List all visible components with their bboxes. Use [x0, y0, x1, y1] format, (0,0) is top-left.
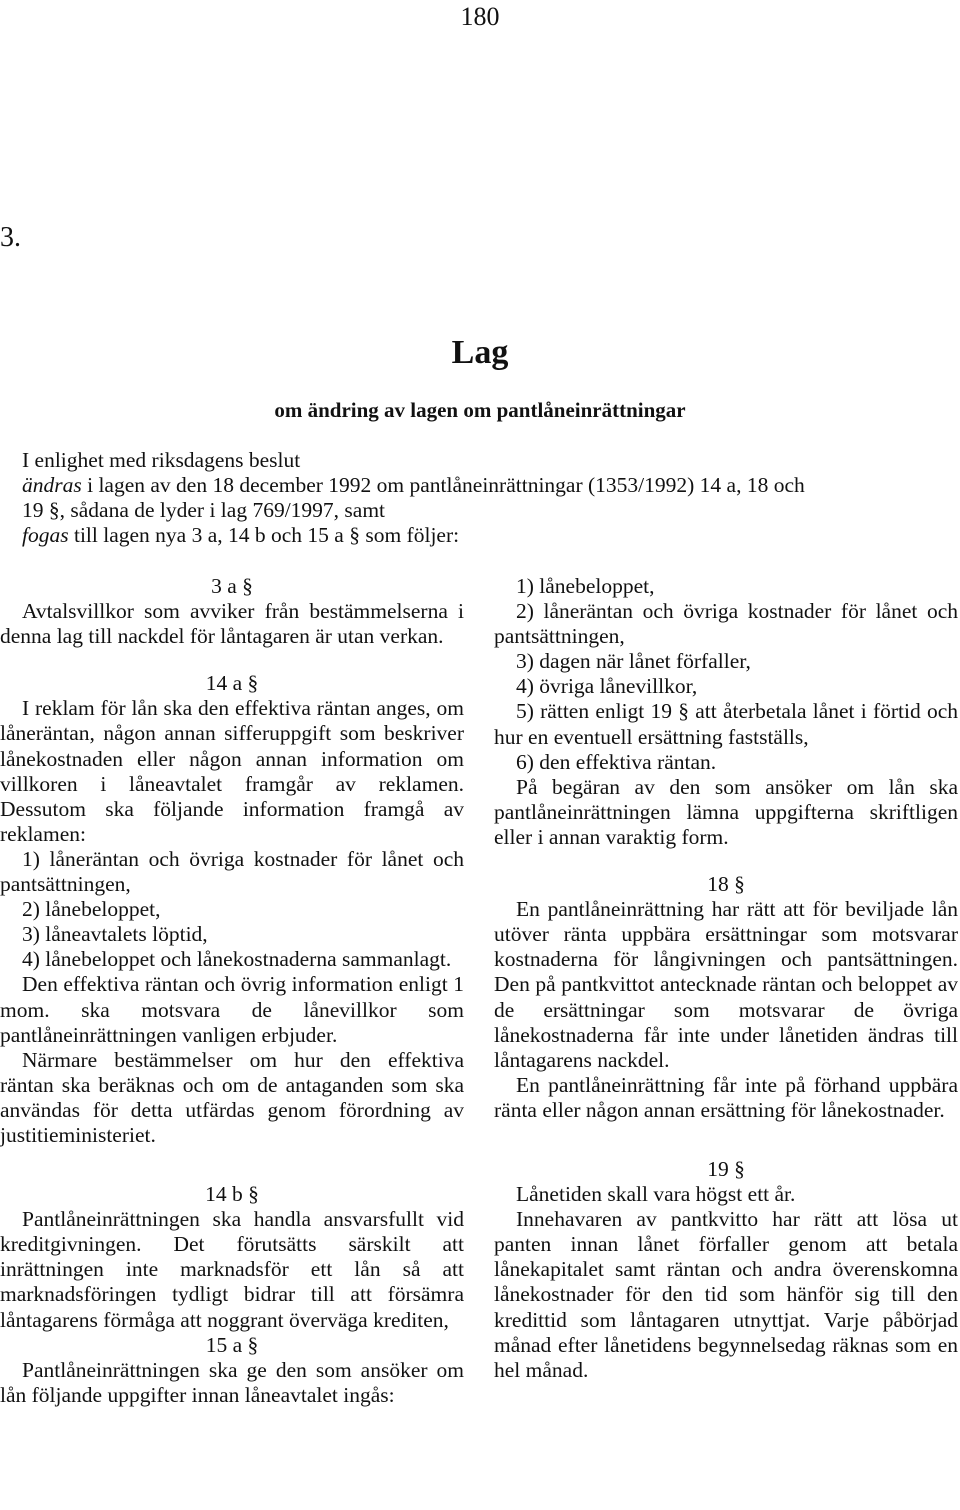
list-item: 2) låneräntan och övriga kostnader för lånet och pantsättningen, [494, 599, 958, 649]
preamble-line: 19 §, sådana de lyder i lag 769/1997, samt [22, 498, 386, 522]
list-item: 6) den effektiva räntan. [516, 749, 717, 774]
preamble [22, 448, 942, 548]
section-heading-19: 19 § [707, 1156, 745, 1181]
amend-word: ändras [22, 473, 82, 497]
list-item: 4) övriga lånevillkor, [516, 674, 698, 699]
section-14b-text: Pantlåneinrättningen ska handla ansvarsfullt vid kreditgivningen. Det förutsätts särskilt att inrättningen inte marknadsför ett lån så att marknadsföringen tydligt bidrar till att försämra låntagarens förmåga att noggrant överväga krediten, [0, 1207, 464, 1332]
section-18-paragraph: En pantlåneinrättning får inte på förhand uppbära ränta eller någon annan ersättning för lånekostnader. [494, 1072, 958, 1122]
preamble-text: i lagen av den 18 december 1992 om pantlåneinrättningar (1353/1992) 14 a, 18 och [81, 473, 805, 497]
document-title: Lag [451, 334, 509, 371]
preamble-text: till lagen nya 3 a, 14 b och 15 a § som följer: [68, 523, 460, 547]
document-subtitle: om ändring av lagen om pantlåneinrättningar [274, 398, 686, 422]
section-19-paragraph: Lånetiden skall vara högst ett år. [516, 1182, 796, 1207]
preamble-line [22, 523, 942, 548]
list-item: 5) rätten enligt 19 § att återbetala lånet i förtid och hur en eventuell ersättning fastställs, [494, 699, 958, 749]
section-heading-14b: 14 b § [205, 1182, 259, 1207]
list-item: 3) låneavtalets löptid, [22, 922, 208, 947]
left-column [0, 574, 464, 1408]
list-item: 3) dagen när lånet förfaller, [516, 649, 751, 674]
section-3a-text: Avtalsvillkor som avviker från bestämmelserna i denna lag till nackdel för låntagaren är utan verkan. [0, 599, 464, 649]
section-14a-paragraph: Den effektiva räntan och övrig information enligt 1 mom. ska motsvara de lånevillkor som pantlåneinrättningen vanligen erbjuder. [0, 972, 464, 1047]
add-word: fogas [22, 523, 69, 547]
page-number: 180 [460, 2, 500, 31]
preamble-line: I enlighet med riksdagens beslut [22, 448, 301, 472]
request-paragraph: På begäran av den som ansöker om lån ska pantlåneinrättningen lämna uppgifterna skriftligen eller i annan varaktig form. [494, 774, 958, 849]
list-item: 1) låneräntan och övriga kostnader för lånet och pantsättningen, [0, 846, 464, 897]
section-heading-18: 18 § [707, 872, 745, 897]
section-heading-15a: 15 a § [205, 1332, 259, 1357]
section-14a-paragraph: Närmare bestämmelser om hur den effektiva räntan ska beräknas och om de antaganden som ska användas för detta utfärdas genom förordning av justitieministeriet. [0, 1047, 464, 1147]
list-item: 2) lånebeloppet, [22, 897, 161, 922]
document-number: 3. [0, 222, 21, 253]
section-heading-14a: 14 a § [205, 671, 259, 696]
section-19-paragraph: Innehavaren av pantkvitto har rätt att lösa ut panten innan lånet förfaller genom att betala lånekapitalet samt räntan och andra överenskomna lånekostnader för den tid som hänför sig till den kredittid som låntagaren utnyttjat. Varje påbörjad månad efter lånetidens begynnelsedag räknas som en hel månad. [494, 1207, 958, 1382]
section-18-paragraph: En pantlåneinrättning har rätt att för beviljade lån utöver ränta uppbära ersättningar som motsvarar kostnaderna för långivningen och pantsättningen. Den på pantkvittot antecknade räntan och beloppet av de ersättningar som motsvarar de övriga lånekostnaderna får inte under lånetiden ändras till låntagarens nackdel. [494, 897, 958, 1072]
list-item: 1) lånebeloppet, [516, 574, 655, 598]
preamble-line [22, 473, 942, 498]
section-15a-text: Pantlåneinrättningen ska ge den som ansöker om lån följande uppgifter innan låneavtalet ingås: [0, 1357, 464, 1407]
section-14a-paragraph: I reklam för lån ska den effektiva räntan anges, om låneräntan, någon annan sifferuppgift som beskriver lånekostnaden eller någon annan information om villkoren i låneavtalet framgår av reklamen. Dessutom ska följande information framgå av reklamen: [0, 696, 464, 846]
section-heading-3a: 3 a § [211, 574, 253, 598]
list-item: 4) lånebeloppet och lånekostnaderna sammanlagt. [22, 947, 452, 972]
right-column [494, 574, 958, 1383]
